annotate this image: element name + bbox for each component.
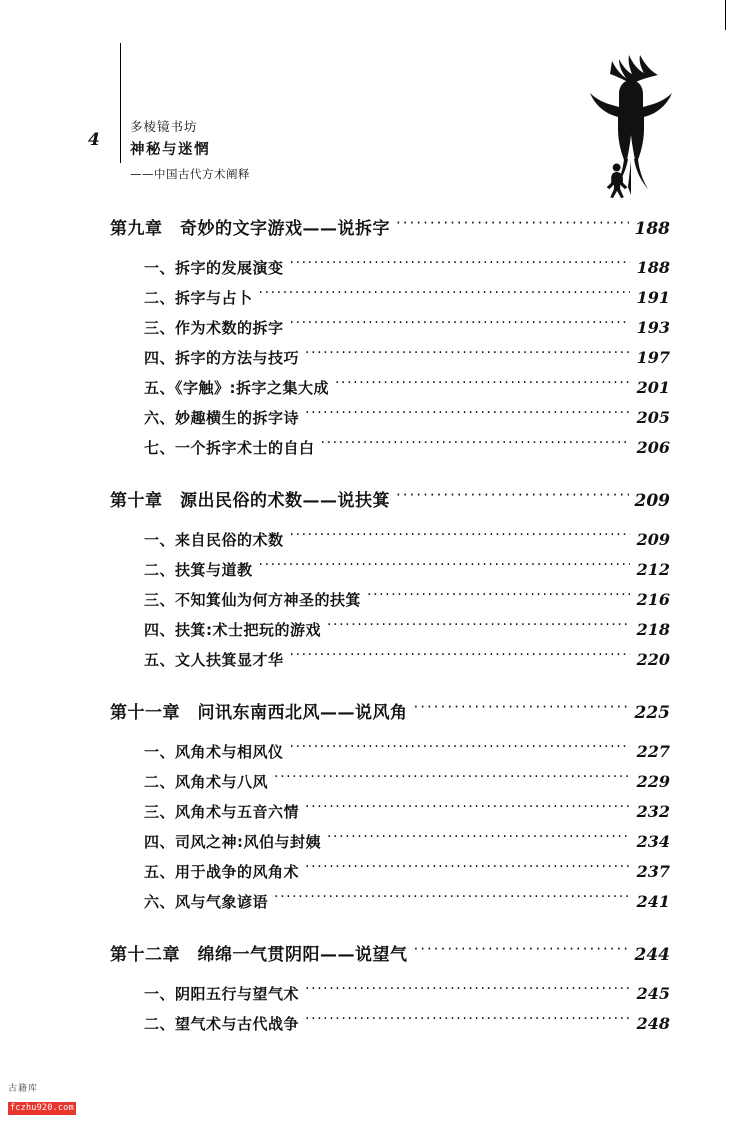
ancient-bird-figure-icon [576, 55, 686, 200]
toc-section-label: 二、拆字与占卜 [144, 289, 253, 307]
toc-chapter-page: 244 [634, 945, 670, 965]
watermark-text: 古籍库 [8, 1084, 39, 1094]
chapter-group [110, 218, 670, 464]
toc-section-row[interactable] [110, 407, 670, 434]
chapter-group [110, 490, 670, 676]
toc-section-page: 241 [636, 892, 670, 911]
toc-section-page: 206 [636, 438, 670, 457]
toc-section-row[interactable] [110, 589, 670, 616]
toc-chapter-page: 188 [634, 219, 670, 239]
toc-section-row[interactable] [110, 437, 670, 464]
header-text-block [130, 118, 250, 183]
toc-section-page: 188 [636, 258, 670, 277]
toc-section-page: 237 [636, 862, 670, 881]
dot-leader [327, 831, 630, 847]
dot-leader [305, 801, 630, 817]
toc-section-label: 四、拆字的方法与技巧 [144, 349, 300, 367]
dot-leader [290, 529, 630, 545]
toc-section-label: 四、扶箕:术士把玩的游戏 [144, 621, 321, 639]
toc-section-label: 三、不知箕仙为何方神圣的扶箕 [144, 591, 362, 609]
dot-leader [321, 437, 630, 453]
toc-section-page: 227 [636, 742, 670, 761]
dot-leader [305, 407, 630, 423]
dot-leader [305, 1013, 630, 1029]
toc-section-label: 五、文人扶箕显才华 [144, 651, 284, 669]
toc-section-row[interactable] [110, 619, 670, 646]
toc-section-label: 五、用于战争的风角术 [144, 863, 300, 881]
chapter-group [110, 702, 670, 918]
dot-leader [305, 983, 630, 999]
toc-section-page: 245 [636, 984, 670, 1003]
dot-leader [274, 891, 630, 907]
toc-section-row[interactable] [110, 257, 670, 284]
toc-section-page: 216 [636, 590, 670, 609]
toc-section-label: 二、扶箕与道教 [144, 561, 253, 579]
toc-section-page: 191 [636, 288, 670, 307]
toc-section-label: 六、妙趣横生的拆字诗 [144, 409, 300, 427]
dot-leader [290, 317, 630, 333]
toc-section-row[interactable] [110, 983, 670, 1010]
dot-leader [290, 257, 630, 273]
toc-section-page: 212 [636, 560, 670, 579]
toc-chapter-label: 第十二章 绵绵一气贯阴阳——说望气 [110, 945, 408, 965]
toc-chapter-label: 第十章 源出民俗的术数——说扶箕 [110, 491, 390, 511]
book-subtitle: ——中国古代方术阐释 [130, 167, 250, 181]
dot-leader [274, 771, 630, 787]
toc-section-page: 232 [636, 802, 670, 821]
toc-section-label: 一、阴阳五行与望气术 [144, 985, 300, 1003]
toc-section-page: 229 [636, 772, 670, 791]
book-title: 神秘与迷惘 [130, 142, 210, 158]
dot-leader [396, 490, 629, 506]
dot-leader [335, 377, 630, 393]
toc-section-label: 二、望气术与古代战争 [144, 1015, 300, 1033]
toc-section-label: 六、风与气象谚语 [144, 893, 269, 911]
dot-leader [414, 702, 629, 718]
toc-section-row[interactable] [110, 1013, 670, 1040]
toc-chapter-row[interactable] [110, 702, 670, 731]
toc-section-row[interactable] [110, 831, 670, 858]
toc-section-label: 三、风角术与五音六情 [144, 803, 300, 821]
dot-leader [259, 287, 630, 303]
dot-leader [414, 944, 629, 960]
dot-leader [290, 649, 630, 665]
toc-section-row[interactable] [110, 801, 670, 828]
page-folio: 4 [88, 130, 100, 150]
toc-chapter-label: 第十一章 问讯东南西北风——说风角 [110, 703, 408, 723]
toc-chapter-label: 第九章 奇妙的文字游戏——说拆字 [110, 219, 390, 239]
toc-section-label: 一、拆字的发展演变 [144, 259, 284, 277]
series-name: 多棱镜书坊 [130, 119, 198, 134]
toc-section-page: 220 [636, 650, 670, 669]
toc-section-row[interactable] [110, 377, 670, 404]
toc-chapter-row[interactable] [110, 218, 670, 247]
toc-section-page: 197 [636, 348, 670, 367]
dot-leader [327, 619, 630, 635]
dot-leader [367, 589, 630, 605]
watermark [8, 1084, 80, 1114]
toc-section-row[interactable] [110, 891, 670, 918]
toc-section-page: 201 [636, 378, 670, 397]
table-of-contents [110, 218, 670, 1043]
toc-section-page: 193 [636, 318, 670, 337]
dot-leader [290, 741, 630, 757]
dot-leader [305, 861, 630, 877]
dot-leader [305, 347, 630, 363]
toc-chapter-page: 225 [634, 703, 670, 723]
toc-section-label: 二、风角术与八风 [144, 773, 269, 791]
toc-section-row[interactable] [110, 861, 670, 888]
toc-section-row[interactable] [110, 649, 670, 676]
toc-section-label: 一、来自民俗的术数 [144, 531, 284, 549]
toc-section-label: 四、司风之神:风伯与封姨 [144, 833, 321, 851]
chapter-group [110, 944, 670, 1040]
toc-section-row[interactable] [110, 559, 670, 586]
toc-section-page: 209 [636, 530, 670, 549]
toc-section-label: 五、《字触》:拆字之集大成 [144, 379, 329, 397]
toc-section-row[interactable] [110, 317, 670, 344]
dot-leader [396, 218, 629, 234]
toc-section-label: 七、一个拆字术士的自白 [144, 439, 315, 457]
toc-section-row[interactable] [110, 741, 670, 768]
dot-leader [259, 559, 630, 575]
toc-section-row[interactable] [110, 287, 670, 314]
corner-rule [725, 0, 726, 30]
toc-section-row[interactable] [110, 771, 670, 798]
watermark-url: fczhu920.com [10, 1103, 74, 1113]
toc-section-label: 一、风角术与相风仪 [144, 743, 284, 761]
toc-section-page: 248 [636, 1014, 670, 1033]
toc-section-page: 218 [636, 620, 670, 639]
header-vertical-rule [120, 43, 121, 163]
toc-chapter-row[interactable] [110, 944, 670, 973]
toc-chapter-page: 209 [634, 491, 670, 511]
toc-chapter-row[interactable] [110, 490, 670, 519]
toc-section-row[interactable] [110, 347, 670, 374]
toc-section-page: 205 [636, 408, 670, 427]
toc-section-page: 234 [636, 832, 670, 851]
toc-section-label: 三、作为术数的拆字 [144, 319, 284, 337]
toc-section-row[interactable] [110, 529, 670, 556]
